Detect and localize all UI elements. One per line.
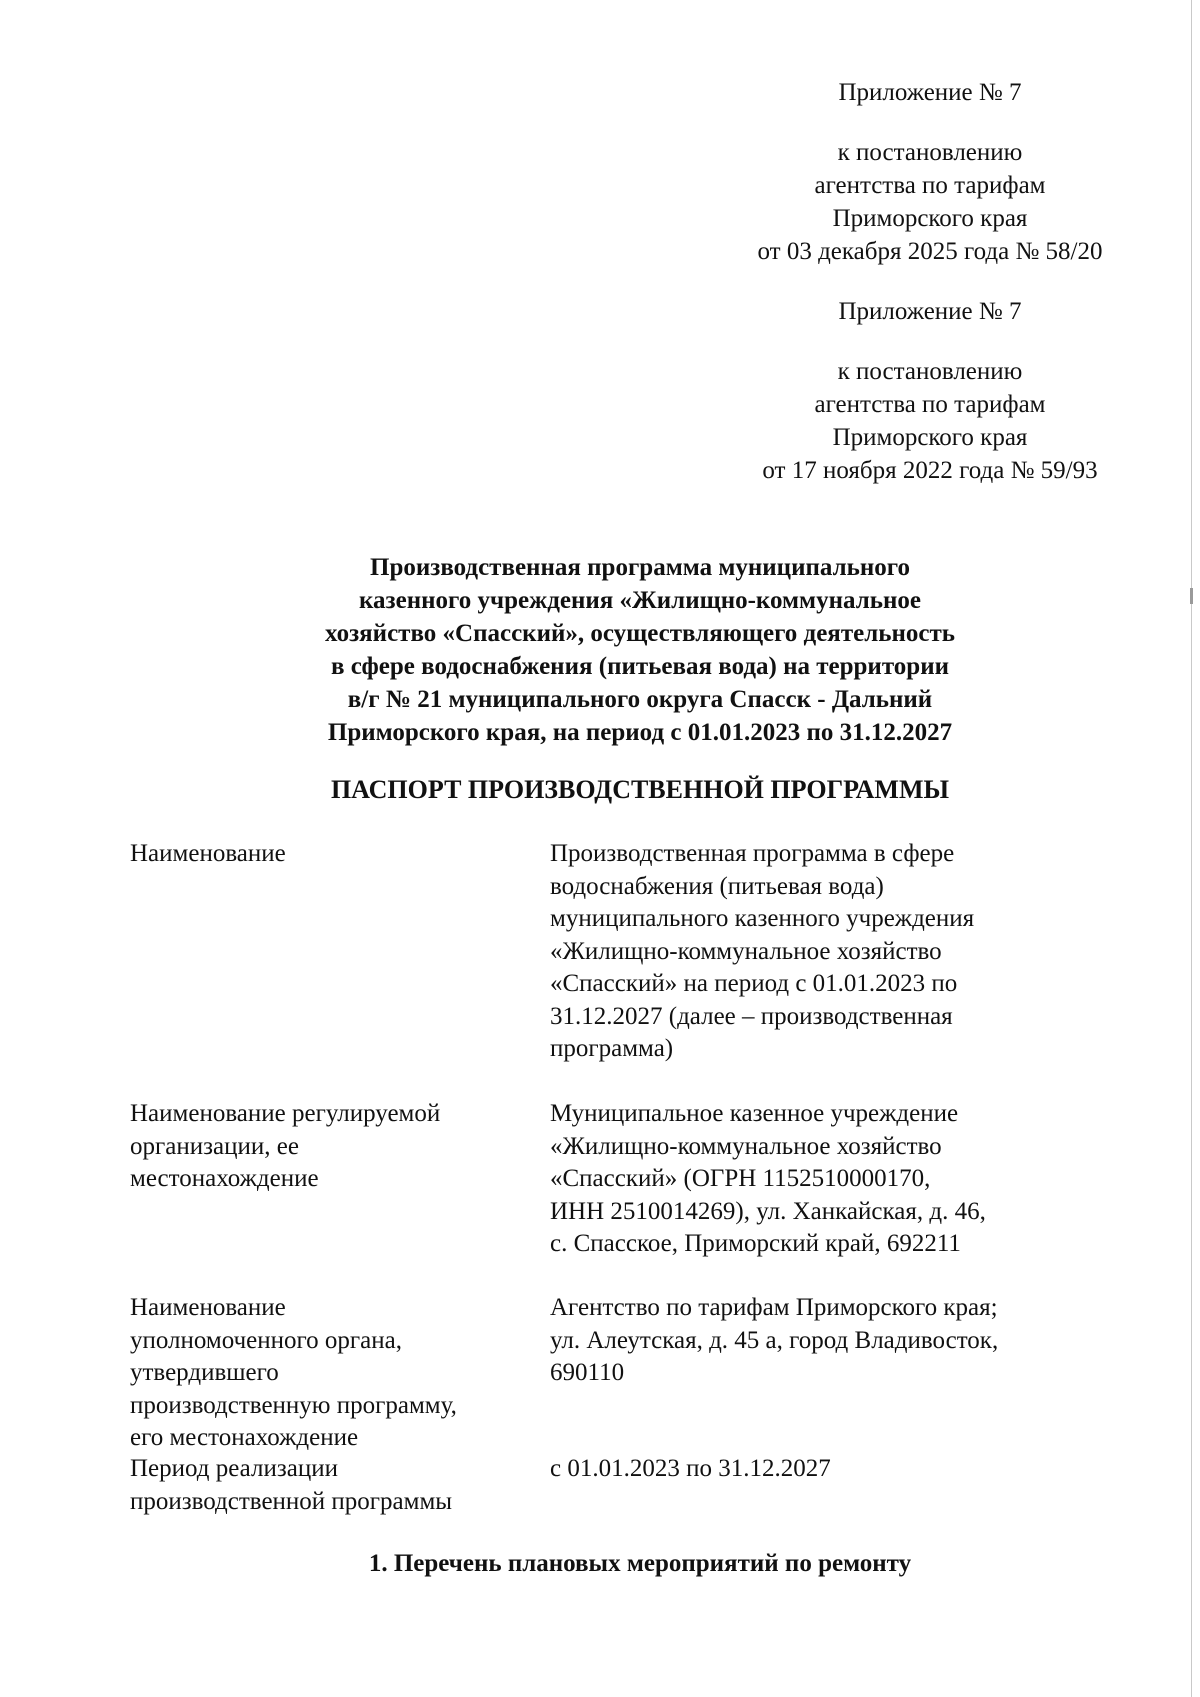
- value-line: Производственная программа в сфере: [550, 840, 955, 867]
- annex-line: Приморского края: [832, 424, 1028, 451]
- title-line: хозяйство «Спасский», осуществляющего деятельность: [325, 620, 955, 647]
- program-title: [250, 551, 1030, 749]
- label-line: утвердившего: [130, 1359, 279, 1386]
- annex-line: от 17 ноября 2022 года № 59/93: [762, 457, 1098, 484]
- row-value: [550, 838, 1090, 1066]
- value-line: Агентство по тарифам Приморского края;: [550, 1294, 998, 1321]
- row-value: [550, 1453, 1090, 1486]
- scan-mark: [1190, 588, 1193, 604]
- row-label: [130, 1292, 530, 1455]
- page-edge: [1191, 0, 1192, 1697]
- annex-header-current: [710, 76, 1150, 268]
- value-line: «Жилищно-коммунальное хозяйство: [550, 937, 942, 965]
- label-line: Наименование регулируемой: [130, 1100, 441, 1127]
- annex-title: Приложение № 7: [838, 79, 1022, 106]
- label-line: местонахождение: [130, 1165, 319, 1192]
- label-line: производственную программу,: [130, 1391, 457, 1419]
- row-value: [550, 1292, 1090, 1390]
- value-line: водоснабжения (питьевая вода): [550, 872, 884, 900]
- annex-line: агентства по тарифам: [814, 172, 1046, 199]
- label-line: Наименование: [130, 1294, 286, 1321]
- label-line: Наименование: [130, 840, 286, 867]
- annex-line: агентства по тарифам: [814, 391, 1046, 418]
- label-line: уполномоченного органа,: [130, 1326, 402, 1354]
- value-line: Муниципальное казенное учреждение: [550, 1100, 959, 1127]
- value-line: 690110: [550, 1359, 625, 1386]
- title-line: Производственная программа муниципального: [370, 554, 910, 581]
- value-line: ул. Алеутская, д. 45 а, город Владивосток,: [550, 1326, 999, 1354]
- value-line: с. Спасское, Приморский край, 692211: [550, 1230, 961, 1257]
- title-line: в/г № 21 муниципального округа Спасск - Дальний: [347, 686, 933, 713]
- value-line: муниципального казенного учреждения: [550, 905, 975, 932]
- label-line: производственной программы: [130, 1487, 453, 1515]
- value-line: «Спасский» (ОГРН 1152510000170,: [550, 1165, 931, 1192]
- row-label: [130, 1098, 530, 1196]
- row-value: [550, 1098, 1090, 1261]
- annex-line: от 03 декабря 2025 года № 58/20: [757, 238, 1103, 265]
- title-line: в сфере водоснабжения (питьевая вода) на территории: [330, 653, 950, 680]
- title-line: Приморского края, на период с 01.01.2023 по 31.12.2027: [327, 719, 953, 746]
- passport-title: ПАСПОРТ ПРОИЗВОДСТВЕННОЙ ПРОГРАММЫ: [330, 775, 950, 804]
- value-line: 31.12.2027 (далее – производственная: [550, 1002, 953, 1030]
- value-line: «Жилищно-коммунальное хозяйство: [550, 1132, 942, 1160]
- annex-title: Приложение № 7: [838, 298, 1022, 325]
- annex-line: к постановлению: [837, 358, 1023, 385]
- label-line: организации, ее: [130, 1132, 299, 1160]
- annex-reference: [710, 355, 1150, 487]
- value-line: ИНН 2510014269), ул. Ханкайская, д. 46,: [550, 1197, 986, 1225]
- value-line: «Спасский» на период с 01.01.2023 по: [550, 970, 958, 997]
- label-line: его местонахождение: [130, 1424, 359, 1451]
- annex-line: Приморского края: [832, 205, 1028, 232]
- label-line: Период реализации: [130, 1455, 338, 1482]
- value-line: программа): [550, 1035, 674, 1062]
- section-1-title: 1. Перечень плановых мероприятий по ремонту: [368, 1550, 912, 1577]
- row-label: [130, 838, 530, 871]
- row-label: [130, 1453, 530, 1518]
- title-line: казенного учреждения «Жилищно-коммунальное: [359, 587, 921, 614]
- annex-header-original: [710, 295, 1150, 487]
- annex-reference: [710, 136, 1150, 268]
- annex-line: к постановлению: [837, 139, 1023, 166]
- value-line: с 01.01.2023 по 31.12.2027: [550, 1455, 831, 1482]
